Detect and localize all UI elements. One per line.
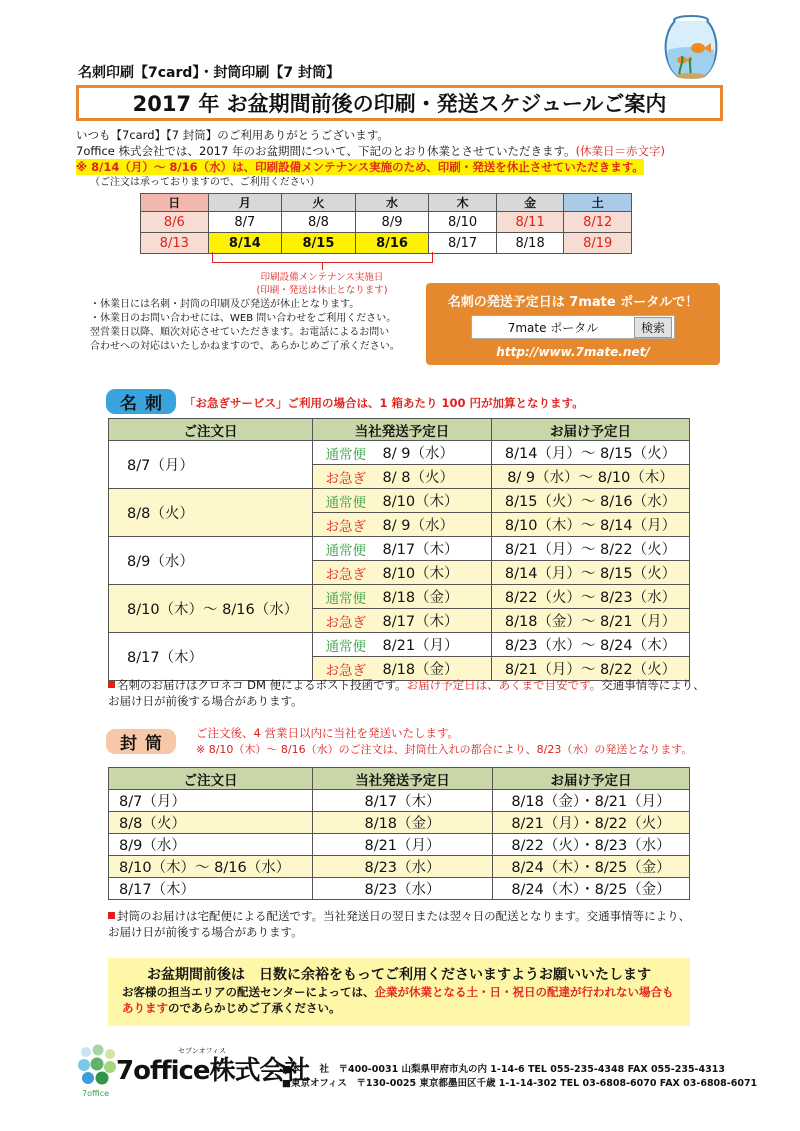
page-title-text: 2017 年 お盆期間前後の印刷・発送スケジュールご案内 xyxy=(132,92,667,116)
normal-label: 通常便 xyxy=(313,489,379,513)
calendar-day-maintenance: 8/15 xyxy=(282,233,356,254)
normal-delivery-date: 8/15（火）～ 8/16（水） xyxy=(492,489,690,513)
note-line-4: 合わせへの対応はいたしかねますので、あらかじめご了承ください。 xyxy=(90,341,400,352)
portal-url-link[interactable]: http://www.7mate.net/ xyxy=(496,345,650,359)
meishi-header-row xyxy=(109,419,690,441)
futo-section-badge: 封筒 xyxy=(106,729,176,754)
normal-ship-date: 8/10（木） xyxy=(379,489,492,513)
holiday-calendar xyxy=(140,193,632,254)
order-date: 8/17（木） xyxy=(109,633,313,681)
ship-date: 8/17（木） xyxy=(313,790,493,812)
meishi-footnote-1a: 名刺のお届けはクロネコ DM 便によるポスト投函です。 xyxy=(117,678,407,692)
table-row xyxy=(109,633,690,657)
normal-delivery-date: 8/22（火）～ 8/23（水） xyxy=(492,585,690,609)
header-ship-date: 当社発送予定日 xyxy=(313,419,492,441)
meishi-footnote-1c: 交通事情等により、 xyxy=(601,678,705,692)
express-delivery-date: 8/ 9（水）～ 8/10（木） xyxy=(492,465,690,489)
portal-banner[interactable] xyxy=(426,283,720,365)
express-label: お急ぎ xyxy=(313,609,379,633)
calendar-week-2 xyxy=(141,233,632,254)
calendar-header-wed: 水 xyxy=(355,194,429,212)
bottom-notice xyxy=(108,958,690,1026)
header-ship-date: 当社発送予定日 xyxy=(313,768,493,790)
normal-label: 通常便 xyxy=(313,633,379,657)
red-square-icon xyxy=(108,681,115,688)
bottom-line-1b: 企業が休業となる土・日・祝日の配達が行われない場合も xyxy=(374,985,674,999)
table-row xyxy=(109,489,690,513)
express-ship-date: 8/18（金） xyxy=(379,657,492,681)
maintenance-label-1: 印刷設備メンテナンス実施日 xyxy=(260,272,384,283)
express-label: お急ぎ xyxy=(313,465,379,489)
calendar-day: 8/18 xyxy=(496,233,564,254)
calendar-header-fri: 金 xyxy=(496,194,564,212)
maintenance-label-2: (印刷・発送は休止となります) xyxy=(256,285,388,296)
express-ship-date: 8/17（木） xyxy=(379,609,492,633)
bottom-notice-heading: お盆期間前後は 日数に余裕をもってご利用くださいますようお願いいたします xyxy=(147,967,651,983)
portal-search-text: 7mate ポータル xyxy=(507,320,599,335)
calendar-day: 8/17 xyxy=(429,233,497,254)
express-delivery-date: 8/14（月）～ 8/15（火） xyxy=(492,561,690,585)
calendar-header-sun: 日 xyxy=(141,194,209,212)
intro-line-2-text: 7office 株式会社では、2017 年のお盆期間について、下記のとおり休業とさせていただきます。 xyxy=(76,144,576,158)
futo-schedule-table xyxy=(108,767,690,900)
table-row xyxy=(109,878,690,900)
company-logo-icon xyxy=(76,1042,120,1086)
normal-delivery-date: 8/14（月）～ 8/15（火） xyxy=(492,441,690,465)
maintenance-label xyxy=(222,271,422,297)
normal-ship-date: 8/18（金） xyxy=(379,585,492,609)
futo-header-row xyxy=(109,768,690,790)
company-logo-text: 7office株式会社 xyxy=(116,1056,310,1086)
calendar-day: 8/13 xyxy=(141,233,209,254)
bottom-line-2a: あります xyxy=(122,1001,168,1015)
portal-heading: 名刺の発送予定日は 7mate ポータルで！ xyxy=(447,295,699,310)
order-date: 8/9（水） xyxy=(109,537,313,585)
header-order-date: ご注文日 xyxy=(109,768,313,790)
bottom-line-1a: お客様の担当エリアの配送センターによっては、 xyxy=(122,985,375,999)
meishi-footnote-2: お届け日が前後する場合があります。 xyxy=(108,694,303,708)
maintenance-connector xyxy=(322,263,323,270)
table-row xyxy=(109,834,690,856)
intro-line-1: いつも【7card】【7 封筒】のご利用ありがとうございます。 xyxy=(76,128,389,142)
delivery-date: 8/22（火）・8/23（水） xyxy=(493,834,690,856)
red-square-icon xyxy=(108,912,115,919)
header-order-date: ご注文日 xyxy=(109,419,313,441)
normal-delivery-date: 8/23（水）～ 8/24（木） xyxy=(492,633,690,657)
order-date: 8/10（木）～ 8/16（水） xyxy=(109,856,313,878)
intro-sub: （ご注文は承っておりますので、ご利用ください） xyxy=(90,177,320,188)
calendar-day: 8/7 xyxy=(208,212,282,233)
calendar-day: 8/8 xyxy=(282,212,356,233)
calendar-day: 8/12 xyxy=(564,212,632,233)
table-row xyxy=(109,441,690,465)
table-row xyxy=(109,812,690,834)
futo-note-2: ※ 8/10（木）～ 8/16（水）のご注文は、封筒仕入れの都合により、8/23（水）の発送となります。 xyxy=(196,743,693,756)
maintenance-notice: ※ 8/14（月）～ 8/16（水）は、印刷設備メンテナンス実施のため、印刷・発送を休止させていただきます。 xyxy=(76,160,644,174)
bottom-notice-line-2 xyxy=(122,1000,341,1016)
calendar-header-tue: 火 xyxy=(282,194,356,212)
bottom-notice-line-1 xyxy=(122,984,674,1000)
calendar-header-row xyxy=(141,194,632,212)
bottom-line-2b: のであらかじめご了承ください。 xyxy=(168,1001,341,1015)
delivery-date: 8/18（金）・8/21（月） xyxy=(493,790,690,812)
normal-ship-date: 8/ 9（水） xyxy=(379,441,492,465)
calendar-week-1 xyxy=(141,212,632,233)
normal-delivery-date: 8/21（月）～ 8/22（火） xyxy=(492,537,690,561)
meishi-footnote-1b: お届け予定日は、あくまで目安です。 xyxy=(406,678,602,692)
express-label: お急ぎ xyxy=(313,561,379,585)
calendar-day: 8/9 xyxy=(355,212,429,233)
calendar-header-sat: 土 xyxy=(564,194,632,212)
address-tokyo-office: ■東京オフィス 〒130-0025 東京都墨田区千歳 1-1-14-302 TEL 03-6808-6070 FAX 03-6808-6071 xyxy=(282,1078,758,1089)
meishi-express-note: 「お急ぎサービス」ご利用の場合は、1 箱あたり 100 円が加算となります。 xyxy=(184,396,584,410)
company-logo-small: 7office xyxy=(82,1089,110,1098)
ship-date: 8/23（水） xyxy=(313,856,493,878)
normal-ship-date: 8/21（月） xyxy=(379,633,492,657)
order-date: 8/17（木） xyxy=(109,878,313,900)
normal-ship-date: 8/17（木） xyxy=(379,537,492,561)
header-delivery-date: お届け予定日 xyxy=(492,419,690,441)
top-label: 名刺印刷【7card】・封筒印刷【7 封筒】 xyxy=(78,65,341,81)
delivery-date: 8/24（木）・8/25（金） xyxy=(493,878,690,900)
calendar-day: 8/11 xyxy=(496,212,564,233)
page-title xyxy=(76,85,723,121)
calendar-day: 8/10 xyxy=(429,212,497,233)
express-ship-date: 8/10（木） xyxy=(379,561,492,585)
normal-label: 通常便 xyxy=(313,441,379,465)
portal-search-button[interactable]: 検索 xyxy=(634,317,672,338)
fish-bowl-icon xyxy=(660,12,722,82)
express-ship-date: 8/ 8（火） xyxy=(379,465,492,489)
order-date: 8/7（月） xyxy=(109,441,313,489)
portal-search-box[interactable] xyxy=(471,315,675,339)
express-delivery-date: 8/21（月）～ 8/22（火） xyxy=(492,657,690,681)
holiday-legend: (休業日＝赤文字) xyxy=(575,144,666,158)
meishi-footnote-1 xyxy=(108,677,705,693)
note-line-1: ・休業日には名刺・封筒の印刷及び発送が休止となります。 xyxy=(90,299,360,310)
express-delivery-date: 8/10（木）～ 8/14（月） xyxy=(492,513,690,537)
express-ship-date: 8/ 9（水） xyxy=(379,513,492,537)
order-date: 8/7（月） xyxy=(109,790,313,812)
futo-footnote-2: お届け日が前後する場合があります。 xyxy=(108,925,303,939)
futo-note-1: ご注文後、4 営業日以内に当社を発送いたします。 xyxy=(196,726,460,740)
calendar-day-maintenance: 8/14 xyxy=(208,233,282,254)
calendar-day: 8/19 xyxy=(564,233,632,254)
calendar-day-maintenance: 8/16 xyxy=(355,233,429,254)
note-line-3: 翌営業日以降、順次対応させていただきます。お電話によるお問い xyxy=(90,327,390,338)
order-date: 8/8（火） xyxy=(109,812,313,834)
normal-label: 通常便 xyxy=(313,585,379,609)
delivery-date: 8/24（木）・8/25（金） xyxy=(493,856,690,878)
order-date: 8/8（火） xyxy=(109,489,313,537)
express-label: お急ぎ xyxy=(313,513,379,537)
ship-date: 8/23（水） xyxy=(313,878,493,900)
order-date: 8/10（木）～ 8/16（水） xyxy=(109,585,313,633)
calendar-header-thu: 木 xyxy=(429,194,497,212)
company-logo-ruby: セブンオフィス xyxy=(178,1047,226,1055)
order-date: 8/9（水） xyxy=(109,834,313,856)
address-head-office: ■本 社 〒400-0031 山梨県甲府市丸の内 1-14-6 TEL 055-235-4348 FAX 055-235-4313 xyxy=(282,1064,725,1075)
meishi-schedule-table xyxy=(108,418,690,681)
header-delivery-date: お届け予定日 xyxy=(493,768,690,790)
delivery-date: 8/21（月）・8/22（火） xyxy=(493,812,690,834)
table-row xyxy=(109,790,690,812)
table-row xyxy=(109,537,690,561)
calendar-day: 8/6 xyxy=(141,212,209,233)
normal-label: 通常便 xyxy=(313,537,379,561)
ship-date: 8/21（月） xyxy=(313,834,493,856)
table-row xyxy=(109,856,690,878)
express-delivery-date: 8/18（金）～ 8/21（月） xyxy=(492,609,690,633)
futo-footnote-1 xyxy=(108,908,690,924)
table-row xyxy=(109,585,690,609)
futo-footnote-1-text: 封筒のお届けは宅配便による配送です。当社発送日の翌日または翌々日の配送となります。交通事情等により、 xyxy=(117,909,691,923)
note-line-2: ・休業日のお問い合わせには、WEB 問い合わせをご利用ください。 xyxy=(90,313,397,324)
maintenance-bracket xyxy=(212,252,433,263)
calendar-header-mon: 月 xyxy=(208,194,282,212)
ship-date: 8/18（金） xyxy=(313,812,493,834)
meishi-section-badge: 名刺 xyxy=(106,389,176,414)
intro-line-2 xyxy=(76,143,665,159)
express-label: お急ぎ xyxy=(313,657,379,681)
